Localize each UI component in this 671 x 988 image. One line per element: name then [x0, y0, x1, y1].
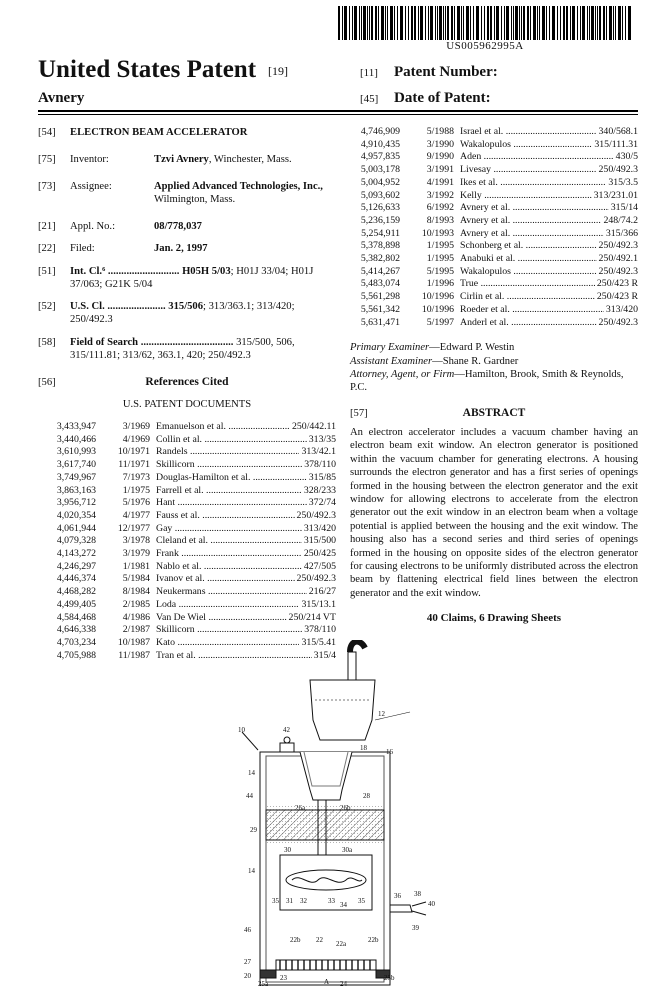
reference-row [342, 202, 638, 215]
reference-cls: 250/425 [303, 548, 336, 560]
reference-name: Avnery et al. ..... [460, 202, 609, 215]
primary-examiner: Primary Examiner—Edward P. Westin [350, 342, 515, 354]
reference-date: 11/1971 [118, 459, 150, 471]
reference-cls: 216/27 [308, 586, 336, 598]
references-subtitle: U.S. PATENT DOCUMENTS [122, 399, 252, 410]
reference-row [38, 535, 336, 548]
reference-date: 10/1996 [421, 291, 454, 303]
reference-no: 5,093,602 [360, 189, 400, 201]
claims-summary: 40 Claims, 6 Drawing Sheets [426, 612, 562, 625]
references-list-left [38, 421, 336, 662]
drawing-label: 34 [340, 901, 347, 909]
reference-name: Anabuki et al. ..... [460, 253, 597, 266]
reference-cls: 313/35 [308, 433, 336, 445]
reference-name: Van De Wiel ..... [156, 612, 287, 625]
reference-cls: 313/420 [605, 303, 638, 315]
field-int-cl: [51] Int. Cl.⁶ ........................... H05H 5/03; H01J 33/04; H01J 37/063; G21K 5/04 [38, 266, 314, 290]
reference-name: Ikes et al. ..... [460, 177, 606, 190]
reference-row [342, 215, 638, 228]
reference-name: Loda ..... [156, 599, 299, 612]
reference-row [342, 151, 638, 164]
reference-row [342, 291, 638, 304]
drawing-label: 38 [414, 890, 421, 898]
reference-no: 5,382,802 [360, 253, 400, 265]
reference-cls: 250/423 R [596, 291, 638, 303]
reference-no: 4,646,338 [56, 624, 96, 636]
reference-row [38, 459, 336, 472]
patent-number-line: [11] Patent Number: [360, 64, 498, 80]
examiners [350, 341, 638, 395]
drawing-label: 46 [244, 926, 251, 934]
reference-no: 4,468,282 [56, 586, 96, 598]
reference-no: 5,003,178 [360, 164, 400, 176]
reference-no: 3,749,967 [56, 471, 96, 483]
reference-date: 12/1977 [117, 522, 150, 534]
reference-date: 3/1979 [122, 548, 150, 560]
drawing-label: 35 [358, 897, 365, 905]
reference-name: Kelly ..... [460, 190, 592, 203]
reference-cls: 315/366 [605, 227, 638, 239]
reference-name: Avnery et al. ..... [460, 228, 604, 241]
reference-row [342, 304, 638, 317]
reference-no: 4,910,435 [360, 138, 400, 150]
reference-cls: 430/5 [615, 151, 638, 163]
reference-date: 4/1969 [122, 433, 150, 445]
reference-row [38, 446, 336, 459]
drawing-label: 25a [258, 980, 269, 988]
drawing-label: 31 [286, 897, 293, 905]
reference-name: Frank ..... [156, 548, 302, 561]
reference-row [38, 548, 336, 561]
drawing-label: 26b [340, 804, 351, 812]
field-assignee: [73] Assignee: Applied Advanced Technologies, Inc., Wilmington, Mass. [38, 181, 323, 205]
reference-no: 5,561,298 [360, 291, 400, 303]
reference-name: Neukermans ..... [156, 586, 307, 599]
reference-date: 5/1988 [426, 126, 454, 137]
drawing-label: 29 [250, 826, 257, 834]
header-divider-thin [38, 114, 638, 115]
drawing-label: 33 [328, 897, 335, 905]
reference-row [38, 497, 336, 510]
reference-no: 4,143,272 [56, 548, 96, 560]
reference-name: Roeder et al. ..... [460, 304, 604, 317]
reference-date: 5/1984 [122, 573, 150, 585]
reference-row [342, 266, 638, 279]
date-of-patent-line: [45] Date of Patent: [360, 90, 491, 106]
reference-no: 4,079,328 [56, 535, 96, 547]
drawing-label: 18 [360, 744, 367, 752]
drawing-label: 20 [244, 972, 251, 980]
reference-row [342, 317, 638, 330]
reference-date: 1/1975 [122, 484, 150, 496]
reference-no: 4,499,405 [56, 598, 96, 610]
reference-no: 5,561,342 [360, 303, 400, 315]
reference-no: 3,610,993 [56, 446, 96, 458]
reference-cls: 250/492.3 [296, 573, 336, 585]
drawing-label: 16 [386, 748, 393, 756]
reference-name: Avnery et al. ..... [460, 215, 601, 228]
reference-date: 10/1987 [117, 636, 150, 648]
reference-no: 3,863,163 [56, 484, 96, 496]
reference-date: 8/1984 [122, 586, 150, 598]
reference-row [38, 599, 336, 612]
drawing-label: 32 [300, 897, 307, 905]
drawing-label: 10 [238, 726, 245, 734]
reference-row [38, 624, 336, 637]
reference-date: 3/1991 [426, 164, 454, 176]
reference-name: Aden ..... [460, 151, 614, 164]
reference-cls: 315/14 [610, 202, 638, 214]
reference-cls: 315/500 [303, 535, 336, 547]
reference-name: Kato ..... [156, 637, 299, 650]
drawing-label: 24 [340, 980, 347, 988]
reference-date: 10/1993 [421, 227, 454, 239]
reference-row [38, 485, 336, 498]
reference-no: 3,956,712 [56, 497, 96, 509]
reference-name: Farrell et al. ..... [156, 485, 302, 498]
reference-no: 4,246,297 [56, 560, 96, 572]
reference-name: Anderl et al. ..... [460, 317, 597, 330]
reference-cls: 313/42.1 [301, 446, 336, 458]
reference-cls: 250/214 VT [288, 611, 336, 623]
drawing-label: 42 [283, 726, 290, 734]
reference-no: 4,746,909 [360, 126, 400, 137]
reference-name: Collin et al. ..... [156, 434, 307, 447]
drawing-label: 14 [248, 867, 255, 875]
drawing-label: 23 [280, 974, 287, 982]
reference-name: Israel et al. ..... [460, 126, 597, 139]
reference-cls: 315/4 [313, 649, 336, 661]
reference-name: Emanuelson et al. ..... [156, 421, 290, 434]
reference-cls: 315/111.31 [594, 138, 638, 150]
reference-date: 5/1995 [426, 265, 454, 277]
drawing-label: 22 [316, 936, 323, 944]
reference-no: 5,254,911 [361, 227, 400, 239]
reference-name: True ..... [460, 278, 595, 291]
reference-name: Tran et al. ..... [156, 650, 312, 663]
reference-row [38, 510, 336, 523]
attorney: Attorney, Agent, or Firm—Hamilton, Brook, Smith & Reynolds, P.C. [350, 369, 624, 394]
drawing-label: 12 [378, 710, 385, 718]
reference-row [342, 240, 638, 253]
field-inventor: [75] Inventor: Tzvi Avnery, Winchester, Mass. [38, 154, 292, 165]
reference-no: 4,446,374 [56, 573, 96, 585]
reference-no: 4,584,468 [56, 611, 96, 623]
reference-row [38, 586, 336, 599]
reference-no: 4,957,835 [360, 151, 400, 163]
reference-cls: 372/74 [308, 497, 336, 509]
reference-date: 10/1971 [117, 446, 150, 458]
drawing-label: 30a [342, 846, 353, 854]
patent-header-title: United States Patent [19] [38, 56, 289, 83]
reference-no: 3,433,947 [56, 421, 96, 432]
reference-no: 5,483,074 [360, 278, 400, 290]
reference-date: 3/1992 [426, 189, 454, 201]
drawing-label: 26a [295, 804, 306, 812]
reference-name: Cleland et al. ..... [156, 535, 302, 548]
drawing-label: 44 [246, 792, 253, 800]
reference-date: 9/1990 [426, 151, 454, 163]
field-filed: [22] Filed: Jan. 2, 1997 [38, 243, 208, 254]
reference-name: Wakalopulos ..... [460, 266, 597, 279]
reference-row [38, 561, 336, 574]
reference-cls: 250/492.3 [296, 509, 336, 521]
drawing-label: 30 [284, 846, 291, 854]
reference-name: Gay ..... [156, 523, 302, 536]
reference-name: Nablo et al. ..... [156, 561, 302, 574]
reference-name: Skillicorn ..... [156, 624, 302, 637]
reference-row [38, 421, 336, 434]
reference-name: Hant ..... [156, 497, 307, 510]
reference-row [38, 523, 336, 536]
reference-date: 4/1977 [122, 509, 150, 521]
reference-date: 1/1981 [122, 560, 150, 572]
reference-cls: 313/231.01 [593, 189, 638, 201]
reference-name: Schonberg et al. ..... [460, 240, 597, 253]
reference-cls: 250/492.1 [598, 253, 638, 265]
drawing-label: 35 [272, 897, 279, 905]
field-search: [58] Field of Search ................................... 315/500, 506, 315/111.81; 313/62, 363.1, 420; 250/492.3 [38, 337, 295, 361]
reference-date: 10/1996 [421, 303, 454, 315]
reference-row [342, 177, 638, 190]
reference-row [342, 253, 638, 266]
reference-row [342, 139, 638, 152]
references-heading: [56] References Cited [38, 376, 229, 388]
reference-date: 8/1993 [426, 214, 454, 226]
reference-cls: 250/492.3 [598, 265, 638, 277]
reference-name: Ivanov et al. ..... [156, 573, 295, 586]
reference-no: 5,414,267 [360, 265, 400, 277]
barcode [338, 6, 632, 40]
drawing-label: 25b [384, 974, 395, 982]
reference-row [342, 278, 638, 291]
reference-no: 5,378,898 [360, 240, 400, 252]
reference-date: 4/1986 [122, 611, 150, 623]
reference-date: 1/1995 [426, 240, 454, 252]
reference-cls: 328/233 [303, 484, 336, 496]
reference-cls: 315/5.41 [301, 636, 336, 648]
reference-date: 4/1991 [426, 176, 454, 188]
header-divider [38, 110, 638, 112]
reference-cls: 250/423 R [596, 278, 638, 290]
assistant-examiner: Assistant Examiner—Shane R. Gardner [350, 355, 519, 367]
abstract-heading: [57] ABSTRACT [350, 406, 526, 419]
reference-name: Randels ..... [156, 446, 299, 459]
drawing-label: 40 [428, 900, 435, 908]
reference-date: 11/1987 [118, 649, 150, 661]
reference-no: 3,440,466 [56, 433, 96, 445]
reference-date: 1/1996 [426, 278, 454, 290]
drawing-label: 36 [394, 892, 401, 900]
reference-name: Fauss et al. ..... [156, 510, 295, 523]
drawing-label: 22a [336, 940, 347, 948]
reference-row [38, 573, 336, 586]
reference-row [342, 126, 638, 139]
reference-date: 1/1995 [426, 253, 454, 265]
reference-cls: 315/13.1 [301, 598, 336, 610]
reference-no: 5,126,633 [360, 202, 400, 214]
reference-date: 6/1992 [426, 202, 454, 214]
reference-cls: 427/505 [303, 560, 336, 572]
reference-no: 4,703,234 [56, 636, 96, 648]
reference-name: Wakalopulos ..... [460, 139, 592, 152]
bibliographic-column [38, 126, 336, 662]
reference-cls: 313/420 [303, 522, 336, 534]
reference-row [38, 612, 336, 625]
reference-cls: 378/110 [304, 624, 336, 636]
reference-cls: 315/85 [308, 471, 336, 483]
drawing-label: 22b [368, 936, 379, 944]
reference-cls: 248/74.2 [603, 214, 638, 226]
reference-date: 3/1990 [426, 138, 454, 150]
document-number: US005962995A [446, 40, 524, 52]
drawing-label: 39 [412, 924, 419, 932]
abstract-text: An electron accelerator includes a vacuum chamber having an electron beam exit window. An electron generator is positioned within the vacuum chamber for generating electrons. A housing surrounds the electron generator and has a first series of openings formed in the housing between the electron generator and the exit window for allowing electrons to accelerate from the electron generator out the exit window in an electron beam when a voltage potential is applied between the housing and the exit window. The housing also has a second series and third series of openings formed in the housing on opposite sides of the electron generator for causing electrons to be uniformly distributed across the electron beam by flattening electrical field lines between the electron generator and the exit window. [350, 426, 638, 599]
reference-cls: 378/110 [304, 459, 336, 471]
reference-cls: 250/492.3 [598, 240, 638, 252]
reference-date: 2/1987 [122, 624, 150, 636]
reference-name: Livesay ..... [460, 164, 597, 177]
reference-row [38, 434, 336, 447]
right-column [350, 126, 638, 625]
reference-cls: 315/3.5 [608, 176, 638, 188]
field-appl-no: [21] Appl. No.: 08/778,037 [38, 221, 202, 232]
patent-drawing [200, 640, 450, 988]
reference-no: 4,705,988 [56, 649, 96, 661]
reference-date: 5/1976 [122, 497, 150, 509]
drawing-label: 28 [363, 792, 370, 800]
reference-date: 5/1997 [426, 316, 454, 328]
reference-row [342, 228, 638, 241]
field-us-cl: [52] U.S. Cl. ...................... 315/506; 313/363.1; 313/420; 250/492.3 [38, 301, 295, 325]
reference-name: Douglas-Hamilton et al. ..... [156, 472, 307, 485]
reference-no: 5,004,952 [360, 176, 400, 188]
reference-date: 2/1985 [122, 598, 150, 610]
reference-cls: 250/492.3 [598, 316, 638, 328]
reference-date: 7/1973 [122, 471, 150, 483]
drawing-label: A [324, 978, 330, 986]
drawing-label: 22b [290, 936, 301, 944]
reference-cls: 340/568.1 [598, 126, 638, 137]
reference-row [342, 164, 638, 177]
drawing-label: 14 [248, 769, 255, 777]
reference-no: 4,020,354 [56, 509, 96, 521]
reference-cls: 250/492.3 [598, 164, 638, 176]
reference-row [38, 472, 336, 485]
field-title: [54] ELECTRON BEAM ACCELERATOR [38, 127, 248, 138]
reference-cls: 250/442.11 [292, 421, 336, 432]
reference-date: 3/1969 [122, 421, 150, 432]
reference-no: 3,617,740 [56, 459, 96, 471]
drawing-label: 27 [244, 958, 251, 966]
reference-name: Skillicorn ..... [156, 459, 302, 472]
reference-no: 5,236,159 [360, 214, 400, 226]
patent-header-inventor: Avnery [38, 90, 85, 106]
reference-row [342, 190, 638, 203]
reference-no: 4,061,944 [56, 522, 96, 534]
references-list-right [342, 126, 638, 329]
reference-no: 5,631,471 [360, 316, 400, 328]
reference-date: 3/1978 [122, 535, 150, 547]
reference-name: Cirlin et al. ..... [460, 291, 595, 304]
